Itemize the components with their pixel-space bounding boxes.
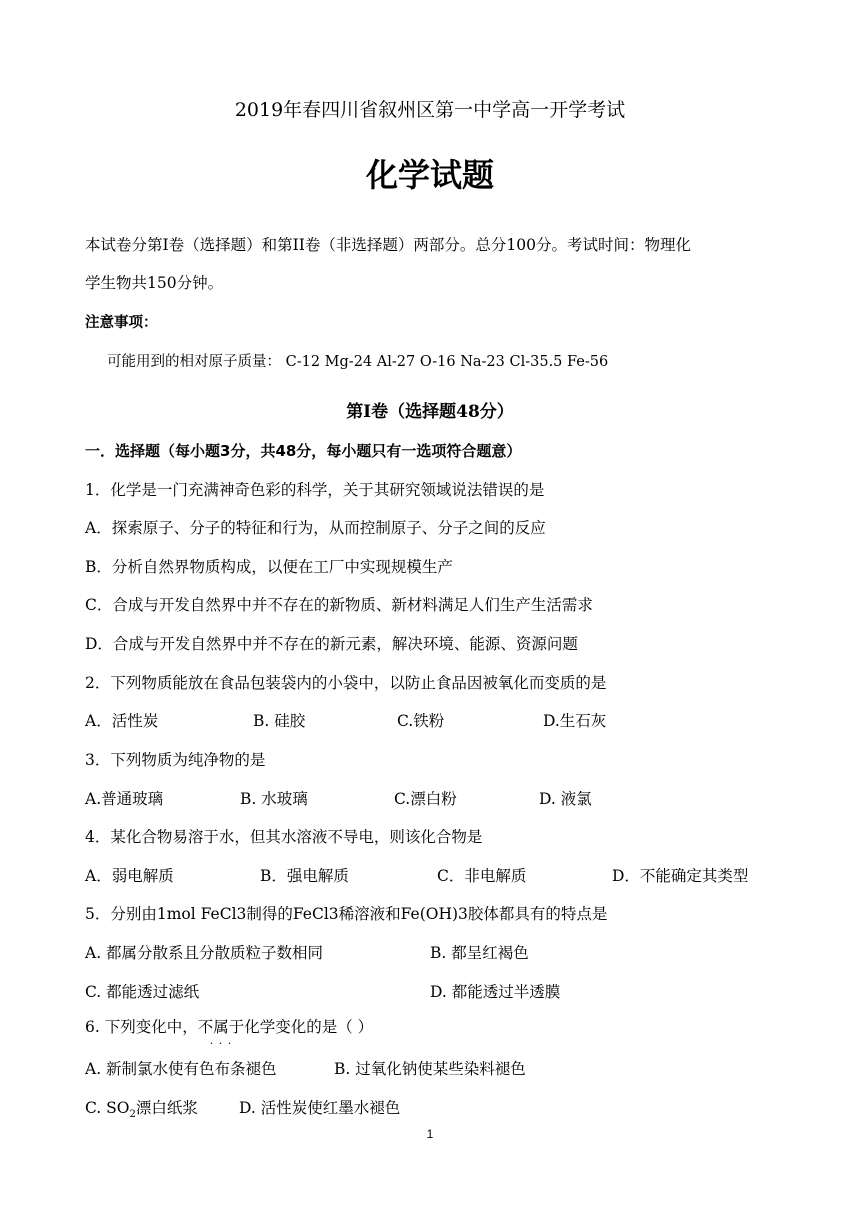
question-6-option-c-sub: 2 [129,1109,136,1121]
intro-line-2: 学生物共150分钟。 [85,274,224,292]
question-4-option-d: D．不能确定其类型 [612,867,749,885]
question-3-option-b: B. 水玻璃 [240,790,308,808]
page-number: 1 [426,1127,434,1141]
question-5-option-d: D. 都能透过半透膜 [430,983,561,1001]
question-5-option-c: C. 都能透过滤纸 [85,983,200,1001]
question-4-option-a: A．弱电解质 [85,867,174,885]
question-2-stem: 2．下列物质能放在食品包装袋内的小袋中，以防止食品因被氧化而变质的是 [85,674,607,692]
question-5-stem: 5．分别由1mol FeCl3制得的FeCl3稀溶液和Fe(OH)3胶体都具有的特点是 [85,905,608,923]
question-6-option-a: A. 新制氯水使有色布条褪色 [85,1060,277,1078]
notice-heading: 注意事项： [85,315,158,331]
question-4-stem: 4．某化合物易溶于水，但其水溶液不导电，则该化合物是 [85,828,483,846]
section-title: 第Ⅰ卷（选择题48分） [346,402,514,422]
question-1-option-a: A．探索原子、分子的特征和行为，从而控制原子、分子之间的反应 [85,519,546,537]
question-6-option-c-post: 漂白纸浆 [135,1099,198,1117]
question-3-stem: 3．下列物质为纯净物的是 [85,751,266,769]
question-1-option-c: C．合成与开发自然界中并不存在的新物质、新材料满足人们生产生活需求 [85,596,593,614]
exam-header-title: 2019年春四川省叙州区第一中学高一开学考试 [234,99,626,121]
question-3-option-c: C.漂白粉 [394,790,457,808]
atomic-masses: 可能用到的相对原子质量： C-12 Mg-24 Al-27 O-16 Na-23 Cl-35.5 Fe-56 [107,354,609,370]
question-6-stem-post: 化学变化的是（ ） [244,1018,374,1036]
question-4-option-c: C．非电解质 [437,867,527,885]
question-5-option-a: A. 都属分散系且分散质粒子数相同 [85,944,324,962]
question-6-stem-pre: 6. 下列变化中， [85,1018,198,1036]
question-2-option-c: C.铁粉 [397,712,445,730]
question-1-stem: 1．化学是一门充满神奇色彩的科学，关于其研究领域说法错误的是 [85,481,545,499]
question-2-option-d: D.生石灰 [543,712,607,730]
question-3-option-a: A.普通玻璃 [85,790,164,808]
question-6-option-c [85,1098,198,1125]
question-4-option-b: B．强电解质 [260,867,349,885]
question-2-option-a: A．活性炭 [85,712,159,730]
section-instructions: 一．选择题（每小题3分，共48分，每小题只有一选项符合题意） [85,442,522,460]
question-1-option-b: B．分析自然界物质构成，以便在工厂中实现规模生产 [85,558,453,576]
question-6-stem [85,1017,373,1037]
question-6-option-c-pre: C. SO [85,1099,130,1117]
question-5-option-b: B. 都呈红褐色 [430,944,529,962]
page-title: 化学试题 [365,156,494,194]
question-1-option-d: D．合成与开发自然界中并不存在的新元素，解决环境、能源、资源问题 [85,635,578,653]
question-2-option-b: B. 硅胶 [253,712,306,730]
intro-line-1: 本试卷分第I卷（选择题）和第II卷（非选择题）两部分。总分100分。考试时间：物理化 [85,236,691,254]
question-6-option-b: B. 过氧化钠使某些染料褪色 [334,1060,526,1078]
question-3-option-d: D. 液氯 [539,790,592,808]
question-6-option-d: D. 活性炭使红墨水褪色 [239,1099,401,1117]
question-6-emphasis: 不属于 · · · [198,1017,245,1037]
